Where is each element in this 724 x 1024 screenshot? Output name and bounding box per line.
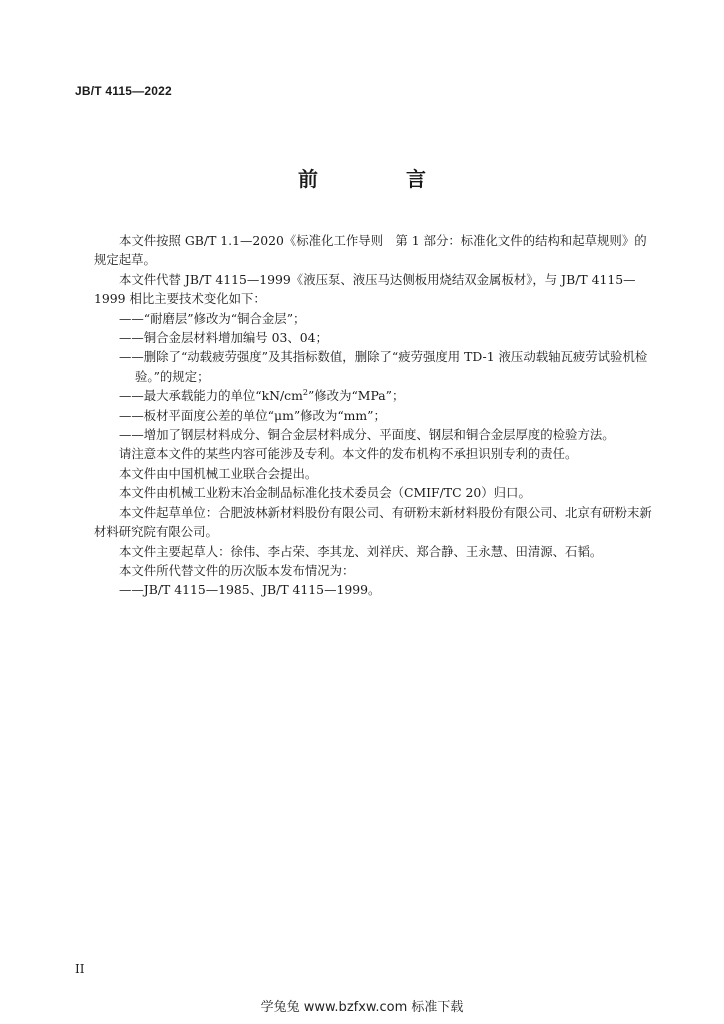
- paragraph-replacement: 本文件代替 JB/T 4115—1999《液压泵、液压马达侧板用烧结双金属板材》，与 JB/T 4115—1999 相比主要技术变化如下：: [94, 271, 636, 307]
- change-item: ——铜合金层材料增加编号 03、04；: [119, 330, 328, 346]
- paragraph-committee: 本文件由机械工业粉末冶金制品标准化技术委员会（CMIF/TC 20）归口。: [119, 485, 531, 501]
- change-item-text: ”修改为“MPa”；: [307, 388, 405, 404]
- paragraph-patent-notice: 请注意本文件的某些内容可能涉及专利。本文件的发布机构不承担识别专利的责任。: [119, 446, 578, 462]
- watermark-footer: 学兔兔 www.bzfxw.com 标准下载: [260, 1000, 464, 1015]
- superscript: 2: [302, 388, 308, 398]
- document-code: JB/T 4115—2022: [75, 84, 172, 98]
- change-item: ——删除了“动载疲劳强度”及其指标数值，删除了“疲劳强度用 TD-1 液压动载轴瓦疲劳试验机检验。”的规定；: [119, 349, 648, 384]
- preface-body: [94, 231, 656, 600]
- paragraph-drafters: 本文件主要起草人：徐伟、李占荣、李其龙、刘祥庆、郑合静、王永慧、田清源、石韬。: [119, 543, 603, 559]
- change-item-text: ——最大承载能力的单位“kN/cm: [119, 388, 303, 404]
- section-title: 前 言: [298, 167, 460, 191]
- history-item: ——JB/T 4115—1985、JB/T 4115—1999。: [119, 582, 381, 598]
- paragraph-proposer: 本文件由中国机械工业联合会提出。: [119, 465, 318, 481]
- paragraph-drafting-basis: 本文件按照 GB/T 1.1—2020《标准化工作导则 第 1 部分：标准化文件的结构和起草规则》的规定起草。: [94, 233, 647, 268]
- change-item: ——增加了钢层材料成分、铜合金层材料成分、平面度、钢层和铜合金层厚度的检验方法。: [119, 427, 615, 443]
- paragraph-drafting-units: 本文件起草单位：合肥波林新材料股份有限公司、有研粉末新材料股份有限公司、北京有研粉末新材料研究院有限公司。: [94, 504, 652, 540]
- page-number: II: [75, 962, 85, 976]
- paragraph-history-intro: 本文件所代替文件的历次版本发布情况为：: [119, 562, 355, 578]
- change-item: ——“耐磨层”修改为“铜合金层”；: [119, 310, 306, 326]
- change-item: [94, 386, 656, 405]
- change-item: ——板材平面度公差的单位“μm”修改为“mm”；: [119, 407, 386, 423]
